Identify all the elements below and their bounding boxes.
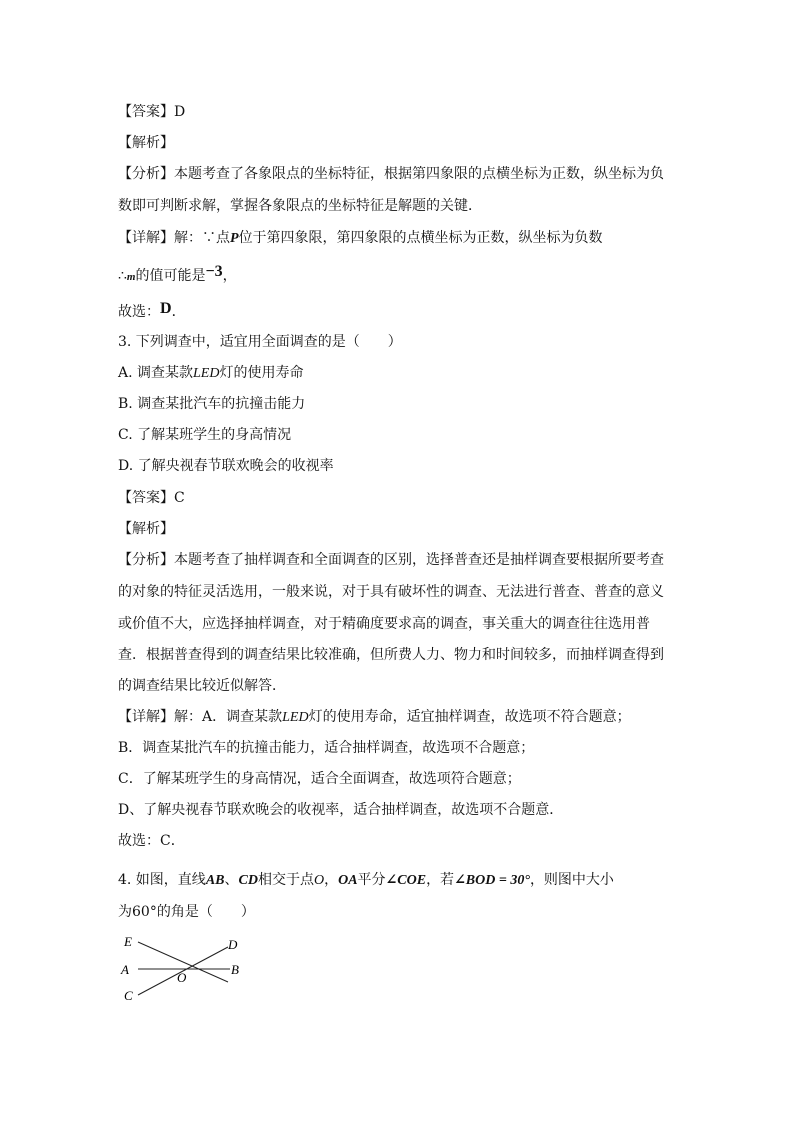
q3-option-d: D. 了解央视春节联欢晚会的收视率 bbox=[118, 458, 334, 474]
q4-angle-bod: ∠BOD = 30° bbox=[454, 873, 530, 888]
q3-analysis-header: 【解析】 bbox=[118, 521, 174, 537]
q3-detail-a-suffix: 灯的使用寿命，适宜抽样调查，故选项不符合题意； bbox=[308, 709, 631, 725]
q4-ray-oa: OA bbox=[338, 873, 358, 888]
q3-option-a-led: LED bbox=[193, 366, 220, 381]
q3-choose: 故选：C． bbox=[118, 833, 185, 849]
q4-stem-mid2: ， bbox=[324, 872, 339, 888]
q2-detail-prefix: 【详解】解：∵点 bbox=[118, 230, 230, 246]
q3-detail-b: B．调查某批汽车的抗撞击能力，适合抽样调查，故选项不合题意； bbox=[118, 740, 535, 756]
q3-option-a bbox=[118, 363, 303, 384]
q4-stem-line-2: 为60°的角是（ ） bbox=[118, 904, 255, 920]
q4-stem-mid4: ，若 bbox=[426, 872, 455, 888]
q2-therefore-symbol: ∴ bbox=[118, 268, 127, 284]
q4-point-o: O bbox=[313, 873, 325, 888]
q3-detail-a bbox=[118, 707, 631, 728]
q2-analysis-header: 【解析】 bbox=[118, 135, 174, 151]
q2-therefore-mid: 的值可能是 bbox=[135, 268, 206, 284]
q3-option-a-prefix: A. 调查某款 bbox=[118, 365, 194, 381]
q3-answer: 【答案】C bbox=[118, 490, 185, 506]
q4-line-cd: CD bbox=[238, 873, 258, 888]
label-b: B bbox=[231, 962, 239, 977]
q4-stem-prefix: 4. 如图，直线 bbox=[118, 872, 206, 888]
label-c: C bbox=[124, 988, 133, 1003]
q2-variable-p: P bbox=[230, 231, 239, 246]
q3-detail-a-led: LED bbox=[282, 710, 309, 725]
q4-angle-coe: ∠COE bbox=[385, 873, 427, 888]
label-e: E bbox=[124, 934, 132, 949]
q4-stem-end: ，则图中大小 bbox=[529, 872, 614, 888]
q3-stem: 3. 下列调查中，适宜用全面调查的是（ ） bbox=[118, 334, 402, 350]
q3-analysis-line-3: 或价值不大，应选择抽样调查，对于精确度要求高的调查，事关重大的调查往往选用普 bbox=[118, 616, 650, 632]
q4-stem-line-1 bbox=[118, 870, 614, 891]
q3-detail-d: D、了解央视春节联欢晚会的收视率，适合抽样调查，故选项不合题意． bbox=[118, 802, 564, 818]
q3-analysis-line-4: 查．根据普查得到的调查结果比较准确，但所费人力、物力和时间较多，而抽样调查得到 bbox=[118, 647, 664, 663]
q3-analysis-line-2: 的对象的特征灵活选用，一般来说，对于具有破坏性的调查、无法进行普查、普查的意义 bbox=[118, 584, 664, 600]
q4-line-ab: AB bbox=[205, 873, 225, 888]
q2-variable-m: m bbox=[126, 271, 136, 283]
label-o: O bbox=[177, 970, 187, 985]
q2-choose-prefix: 故选： bbox=[118, 304, 160, 320]
label-d: D bbox=[228, 937, 238, 952]
label-a: A bbox=[121, 962, 129, 977]
q3-option-b: B. 调查某批汽车的抗撞击能力 bbox=[118, 396, 306, 412]
q2-analysis-line-2: 数即可判断求解，掌握各象限点的坐标特征是解题的关键． bbox=[118, 198, 482, 214]
q4-stem-mid3: 平分 bbox=[357, 872, 386, 888]
q2-therefore-end: ， bbox=[222, 268, 237, 284]
q3-option-c: C. 了解某班学生的身高情况 bbox=[118, 427, 292, 443]
q3-analysis-line-5: 的调查结果比较近似解答． bbox=[118, 678, 286, 694]
q2-choose bbox=[118, 302, 186, 322]
q2-choose-value: D bbox=[160, 300, 172, 317]
q3-analysis-line-1: 【分析】本题考查了抽样调查和全面调查的区别，选择普查还是抽样调查要根据所要考查 bbox=[118, 552, 664, 568]
q3-option-a-suffix: 灯的使用寿命 bbox=[219, 365, 304, 381]
q4-stem-mid1: 相交于点 bbox=[257, 872, 314, 888]
q2-value: −3 bbox=[205, 263, 223, 280]
q4-sep: 、 bbox=[224, 872, 239, 888]
q2-detail bbox=[118, 228, 603, 249]
q3-detail-c: C．了解某班学生的身高情况，适合全面调查，故选项符合题意； bbox=[118, 771, 521, 787]
q2-detail-suffix: 位于第四象限，第四象限的点横坐标为正数，纵坐标为负数 bbox=[238, 230, 603, 246]
q3-detail-a-prefix: 【详解】解：A．调查某款 bbox=[118, 709, 283, 725]
q2-choose-end: ． bbox=[171, 304, 186, 320]
q2-answer: 【答案】D bbox=[118, 104, 186, 120]
q4-figure bbox=[118, 932, 278, 1012]
q2-analysis-line-1: 【分析】本题考查了各象限点的坐标特征，根据第四象限的点横坐标为正数，纵坐标为负 bbox=[118, 166, 664, 182]
q2-therefore bbox=[118, 263, 237, 287]
